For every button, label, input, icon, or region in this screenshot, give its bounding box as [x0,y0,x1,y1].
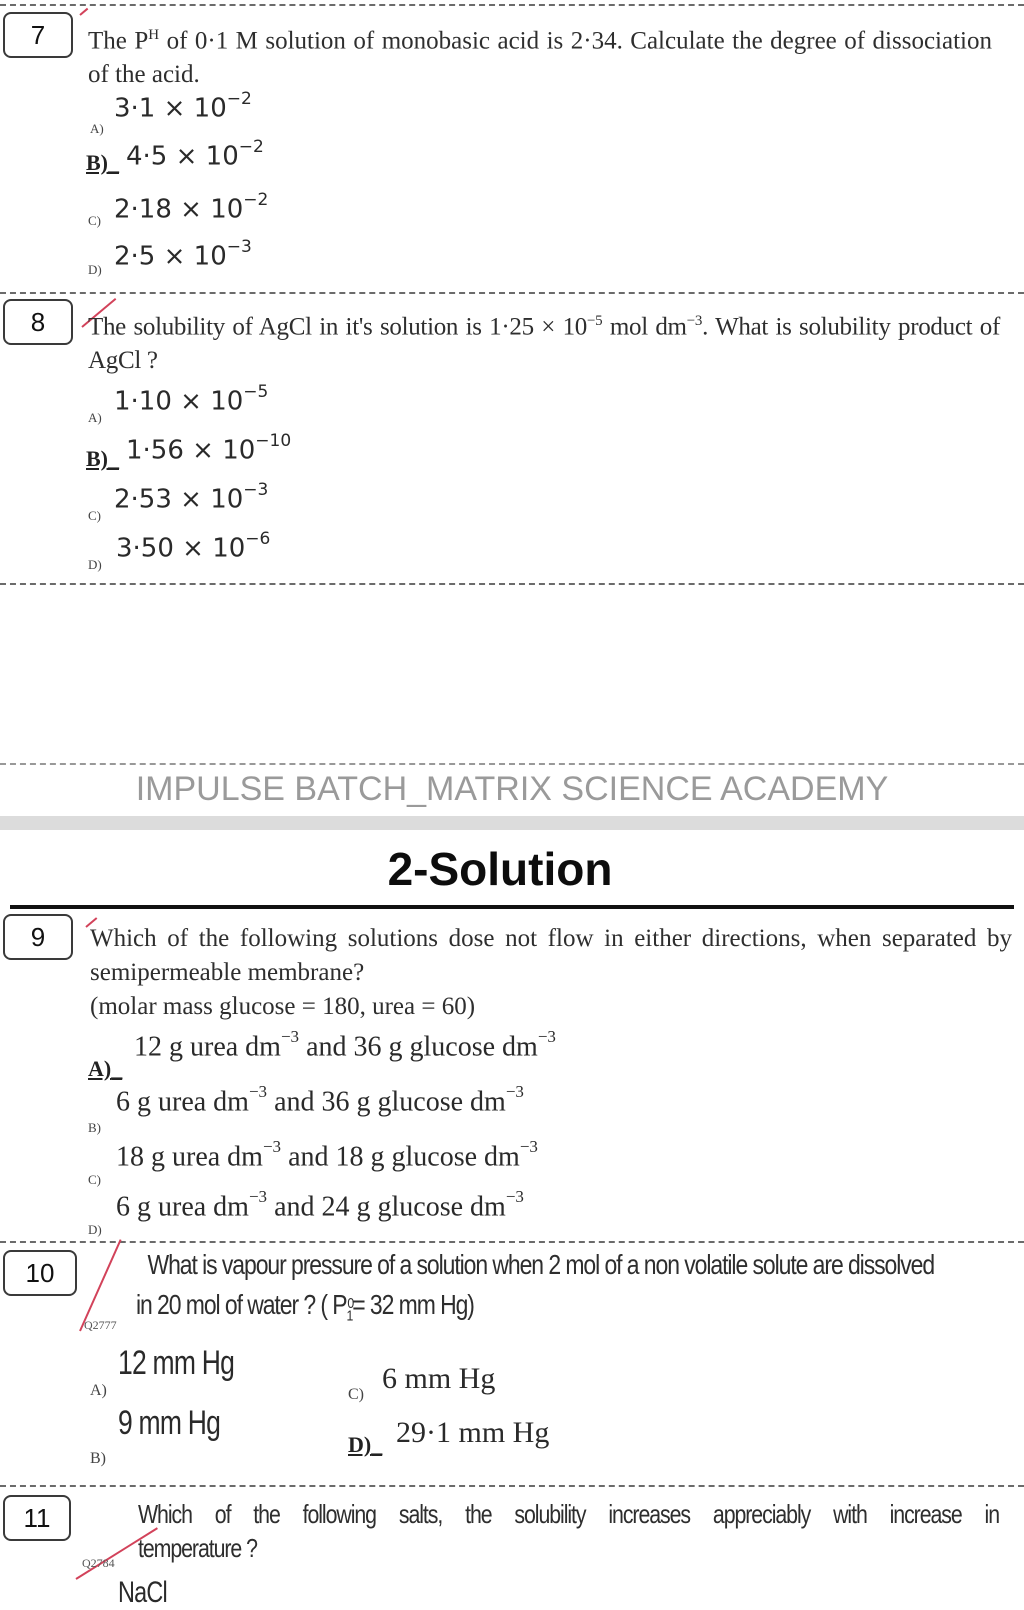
option-d[interactable]: $3\cdot 50 \times 10^{-6}$ [116,529,271,564]
question-10-text: What is vapour pressure of a solution when 2 mol of a non volatile solute are dissolved in 20 mol of water ? ( P 0 $_1$= 32 mm Hg) [136,1249,935,1325]
option-label-c: C) [348,1386,364,1403]
question-number-8 [3,299,73,345]
option-label-c: C) [88,213,101,228]
option-d[interactable]: 29·1 mm Hg [396,1416,550,1449]
option-label-c: C) [88,1172,101,1187]
option-c[interactable]: $2\cdot 53 \times 10^{-3}$ [114,480,269,515]
option-b[interactable]: 9 mm Hg [118,1404,221,1442]
option-label-a-answer: A) _ [88,1056,122,1082]
option-a[interactable]: 12 mm Hg [118,1344,235,1382]
option-label-c: C) [88,508,101,523]
divider [0,1241,1024,1243]
divider [0,763,1024,765]
question-11-text: Which of the following salts, the solubility increases appreciably with increase in temperature ? [138,1499,999,1563]
option-d[interactable]: $2\cdot 5 \times 10^{-3}$ [114,237,252,272]
divider-top [0,4,1024,6]
question-code: Q2784 [82,1556,115,1570]
divider [0,583,1024,585]
option-label-b-answer: B) _ [86,150,119,176]
question-number-label: 8 [30,306,46,337]
divider [0,292,1024,294]
option-a[interactable]: 12 g urea $dm^{-3}$ and 36 g glucose $dm^{-3}$ [134,1027,556,1063]
question-number-7 [3,12,73,58]
option-a[interactable]: $1\cdot 10 \times 10^{-5}$ [114,382,269,417]
divider [0,1485,1024,1487]
option-b[interactable]: 6 g urea $dm^{-3}$ and 36 g glucose $dm^{-3}$ [116,1082,524,1118]
question-code: Q2777 [84,1318,117,1332]
option-label-b: B) [90,1450,106,1467]
option-label-a: A) [90,1382,107,1399]
option-a[interactable]: $3\cdot 1 \times 10^{-2}$ [114,89,252,124]
question-8-text: The solubility of AgCl in it's solution is $1\cdot 25 \times 10^{-5}$ mol $dm^{-3}$. What is solubility product of AgCl ? [88,313,1000,375]
question-number-label: 7 [30,19,46,50]
academy-watermark: IMPULSE BATCH_MATRIX SCIENCE ACADEMY [135,770,889,808]
gray-band [0,816,1024,830]
option-label-a: A) [88,410,102,425]
chapter-title: 2-Solution [387,843,613,895]
option-label-d: D) [88,1222,102,1237]
option-label-a: A) [90,121,104,136]
question-number-9 [3,914,73,960]
option-label-d: D) [88,262,102,277]
option-d[interactable]: 6 g urea $dm^{-3}$ and 24 g glucose $dm^{-3}$ [116,1187,524,1223]
question-9-text: Which of the following solutions dose not flow in either directions, when separated by semipermeable membrane? (molar mass glucose = 180, urea = 60) [90,922,1012,1024]
option-label-d-answer: D) _ [348,1432,382,1458]
question-7-text: The $P^H$ of 0·1 M solution of monobasic acid is 2·34. Calculate the degree of dissociation of the acid. [88,27,992,89]
option-label-b-answer: B) _ [86,446,119,472]
question-number-11 [3,1495,71,1541]
option-c[interactable]: 6 mm Hg [382,1362,496,1395]
option-a[interactable]: NaCl [118,1576,167,1609]
title-rule [10,905,1014,909]
option-c[interactable]: 18 g urea $dm^{-3}$ and 18 g glucose $dm^{-3}$ [116,1137,538,1173]
option-label-d: D) [88,557,102,572]
question-number-label: 10 [25,1257,55,1288]
tick-mark-icon [79,8,88,16]
question-number-label: 9 [30,921,46,952]
option-c[interactable]: $2\cdot 18 \times 10^{-2}$ [114,190,269,225]
option-b[interactable]: $4\cdot 5 \times 10^{-2}$ [126,137,264,172]
question-9-subtext: (molar mass glucose = 180, urea = 60) [90,993,476,1020]
question-number-label: 11 [23,1502,51,1533]
option-b[interactable]: $1\cdot 56 \times 10^{-10}$ [126,431,292,466]
question-number-10 [3,1250,77,1296]
option-label-b: B) [88,1120,101,1135]
